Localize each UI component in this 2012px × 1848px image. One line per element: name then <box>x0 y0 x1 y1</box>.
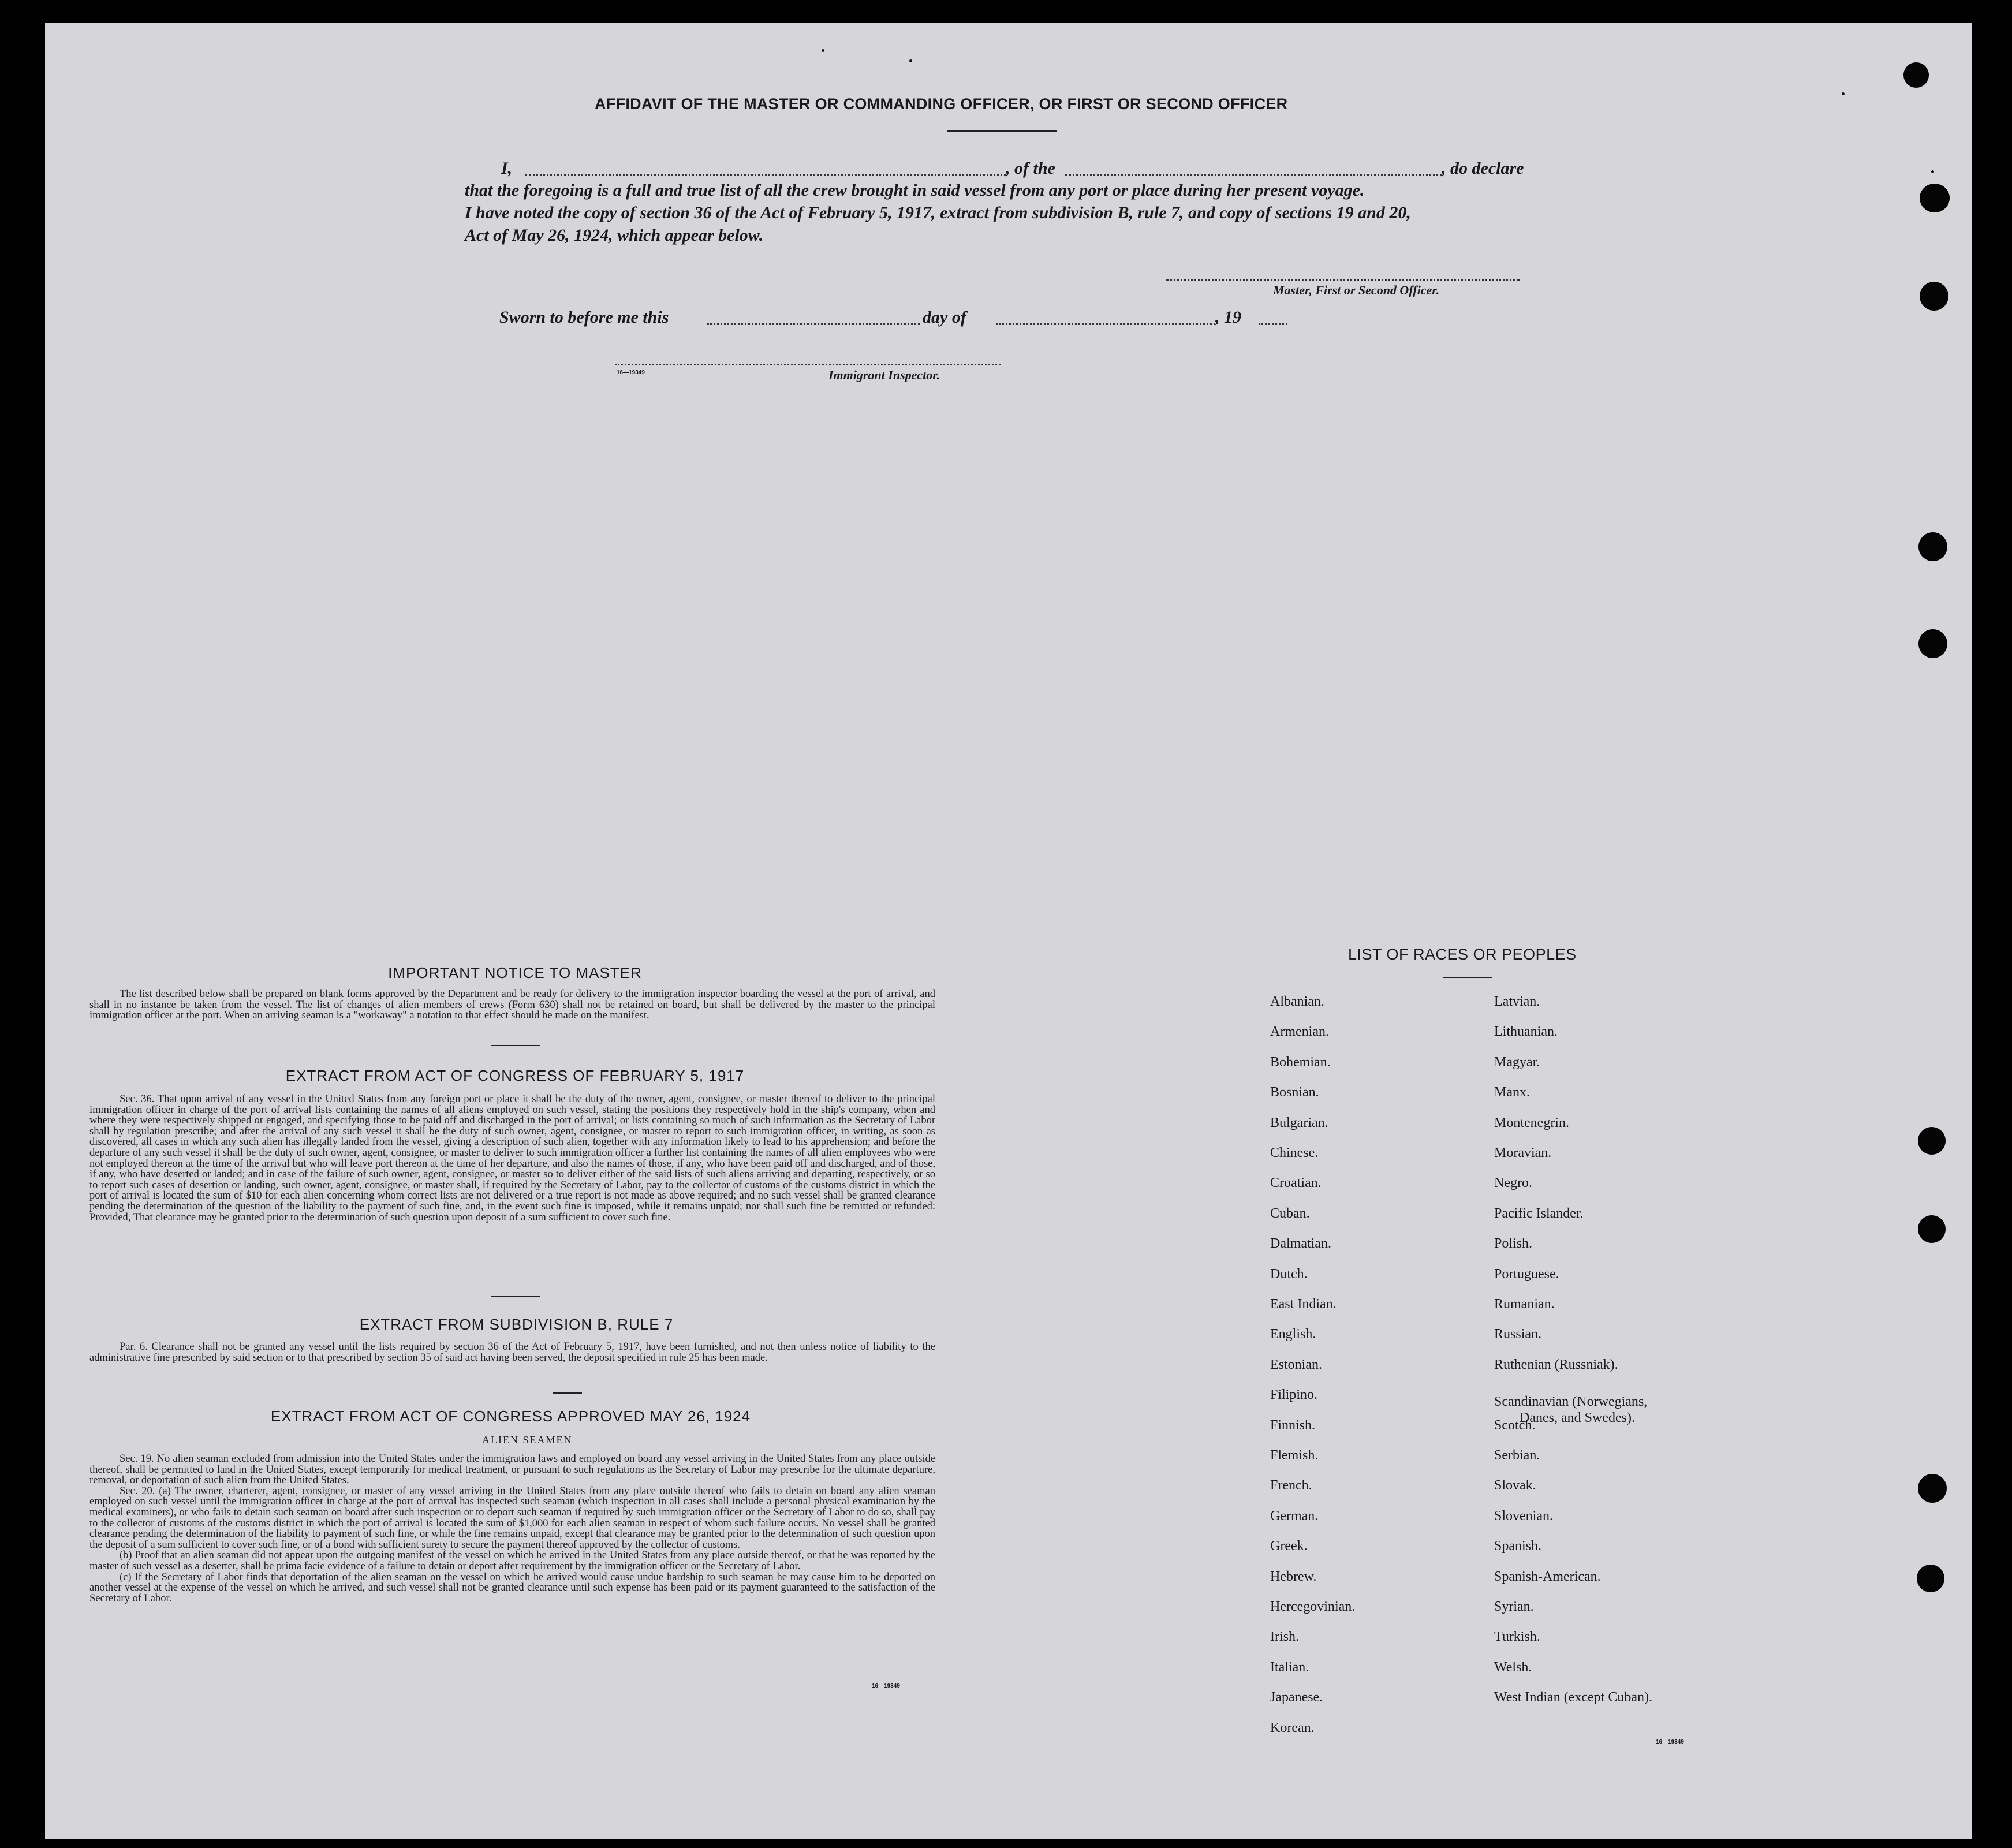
race-item: Spanish-American. <box>1494 1569 1601 1584</box>
races-title: LIST OF RACES OR PEOPLES <box>1348 946 1577 963</box>
title-underline <box>947 130 1057 132</box>
race-item: Magyar. <box>1494 1054 1540 1070</box>
punch-hole <box>1903 62 1929 88</box>
speck <box>1931 170 1934 173</box>
sworn-year-field[interactable] <box>1259 323 1287 325</box>
race-item: Ruthenian (Russniak). <box>1494 1357 1618 1372</box>
affidavit-line-2: that the foregoing is a full and true list of all the crew brought in said vessel from any port or place during her present voyage. <box>465 181 1365 200</box>
race-item: Flemish. <box>1270 1448 1319 1463</box>
race-item: Serbian. <box>1494 1448 1540 1463</box>
sec-19-text: Sec. 19. No alien seaman excluded from admission into the United States under the immigration laws and employed on board any vessel arriving in the United States from any place outside thereof, shall be permitted to land in the United States, except temporarily for medical treatment, or pursuant to such regulations as the Secretary of Labor may prescribe for the ultimate departure, removal, or deportation of such alien from the United States. <box>89 1453 935 1487</box>
extract-1917-paragraph <box>89 1094 935 1223</box>
extract-1924-title: EXTRACT FROM ACT OF CONGRESS APPROVED MAY 26, 1924 <box>270 1408 751 1425</box>
divider <box>491 1296 540 1297</box>
affidavit-do-declare: , do declare <box>1442 159 1524 178</box>
race-item: Negro. <box>1494 1175 1532 1191</box>
race-item: Bohemian. <box>1270 1054 1331 1070</box>
rule-7-text: Par. 6. Clearance shall not be granted any vessel until the lists required by section 36 of the Act of February 5, 1917, have been furnished, and not then unless notice of liability to the administrative fine prescribed by said section or to that prescribed by section 35 of said act having been served, the deposit specified in rule 25 has been made. <box>89 1341 935 1364</box>
inspector-signature-field[interactable] <box>615 364 1001 365</box>
race-item: Welsh. <box>1494 1659 1532 1675</box>
race-item: Hebrew. <box>1270 1569 1317 1584</box>
divider <box>491 1045 540 1046</box>
race-item: Montenegrin. <box>1494 1115 1569 1130</box>
races-form-number: 16—19349 <box>1656 1739 1684 1745</box>
race-item: Spanish. <box>1494 1539 1542 1554</box>
race-item: Scotch. <box>1494 1417 1536 1433</box>
master-signature-label: Master, First or Second Officer. <box>1273 283 1440 297</box>
race-item: Albanian. <box>1270 994 1324 1009</box>
punch-hole <box>1920 184 1950 212</box>
race-item: Danes, and Swedes). <box>1520 1410 1635 1426</box>
race-item: Turkish. <box>1494 1629 1540 1645</box>
divider <box>553 1392 582 1394</box>
race-item: Russian. <box>1494 1327 1542 1342</box>
extract-1924-paragraph <box>89 1454 935 1604</box>
master-signature-field[interactable] <box>1166 279 1520 281</box>
extract-form-number: 16—19349 <box>872 1683 900 1689</box>
rule-7-title: EXTRACT FROM SUBDIVISION B, RULE 7 <box>359 1316 674 1333</box>
race-item: Rumanian. <box>1494 1297 1555 1312</box>
race-item: Finnish. <box>1270 1417 1316 1433</box>
sworn-year-prefix: , 19 <box>1215 308 1241 327</box>
race-item: Dalmatian. <box>1270 1236 1331 1252</box>
rule-7-paragraph <box>89 1342 935 1363</box>
race-item: Korean. <box>1270 1720 1315 1735</box>
affidavit-declarant-prefix: I, <box>501 159 513 178</box>
race-item: Moravian. <box>1494 1145 1552 1160</box>
race-item: Lithuanian. <box>1494 1024 1558 1040</box>
extract-1917-title: EXTRACT FROM ACT OF CONGRESS OF FEBRUARY 5, 1917 <box>285 1067 745 1084</box>
race-item: Polish. <box>1494 1236 1533 1252</box>
race-item: East Indian. <box>1270 1297 1337 1312</box>
affidavit-title: AFFIDAVIT OF THE MASTER OR COMMANDING OFFICER, OR FIRST OR SECOND OFFICER <box>595 95 1288 113</box>
race-item: Latvian. <box>1494 994 1540 1009</box>
race-item: Italian. <box>1270 1659 1309 1675</box>
affidavit-line-4: Act of May 26, 1924, which appear below. <box>465 226 764 245</box>
declarant-name-field[interactable] <box>525 174 1006 176</box>
alien-seamen-subtitle: ALIEN SEAMEN <box>482 1434 573 1446</box>
race-item: Bosnian. <box>1270 1085 1319 1100</box>
race-item: Irish. <box>1270 1629 1299 1645</box>
sworn-day-of: day of <box>923 308 966 327</box>
race-item: Japanese. <box>1270 1690 1323 1705</box>
speck <box>909 59 912 62</box>
race-item: Hercegovinian. <box>1270 1599 1356 1614</box>
sworn-prefix: Sworn to before me this <box>499 308 669 327</box>
notice-paragraph <box>89 989 935 1021</box>
punch-hole <box>1918 629 1947 658</box>
divider <box>1443 977 1492 978</box>
sec-20a-text: Sec. 20. (a) The owner, charterer, agent, consignee, or master of any vessel arriving in the United States from any place outside thereof who fails to detain on board any alien seaman employed on such vessel until the immigration officer in charge at the port of arrival has inspected such seaman (which inspection in all cases shall include a personal physical examination by the medical examiners), or who fails to detain such seaman on board after such inspection or to deport such seaman if required by such immigration officer or the Secretary of Labor to do so, shall pay to the collector of customs of the customs district in which the port of arrival is located the sum of $1,000 for each alien seaman in respect of whom such failure occurs. No vessel shall be granted clearance pending the determination of the liability to payment of such fine, or while the fine remains unpaid, except that clearance may be granted prior to the determination of such question upon the deposit of a sum sufficient to cover such fine, or of a bond with sufficient surety to secure the payment thereof approved by the collector of customs. <box>89 1485 935 1551</box>
race-item: French. <box>1270 1478 1312 1494</box>
race-item: Syrian. <box>1494 1599 1534 1614</box>
vessel-name-field[interactable] <box>1065 174 1442 176</box>
race-item: Slovenian. <box>1494 1508 1553 1524</box>
race-item: Armenian. <box>1270 1024 1329 1040</box>
sworn-day-field[interactable] <box>707 323 920 325</box>
inspector-label: Immigrant Inspector. <box>828 368 940 382</box>
race-item: Croatian. <box>1270 1175 1322 1191</box>
race-item: German. <box>1270 1508 1319 1524</box>
race-item: Scandinavian (Norwegians, <box>1494 1394 1648 1410</box>
race-item: Cuban. <box>1270 1205 1310 1221</box>
race-item: Dutch. <box>1270 1266 1308 1282</box>
race-item: English. <box>1270 1327 1316 1342</box>
affidavit-of-the: , of the <box>1006 159 1055 178</box>
affidavit-form-number: 16—19349 <box>617 369 645 376</box>
punch-hole <box>1918 1215 1946 1243</box>
notice-text: The list described below shall be prepared on blank forms approved by the Department and be ready for delivery to the immigration inspector boarding the vessel at the port of arrival, and shall in no instance be taken from the vessel. The list of changes of alien members of crews (Form 630) shall not be retained on board, but shall be delivered by the master to the principal immigration officer at the port. When an arriving seaman is a "workaway" a notation to that effect should be made on the manifest. <box>89 988 935 1022</box>
punch-hole <box>1918 1127 1946 1155</box>
punch-hole <box>1920 282 1948 311</box>
sec-20b-text: (b) Proof that an alien seaman did not appear upon the outgoing manifest of the vessel on which he arrived in the United States from any place outside thereof, or that he was reported by the master of such vessel as a deserter, shall be prima facie evidence of a failure to detain or deport after requirement by the immigration officer or the Secretary of Labor. <box>89 1550 935 1572</box>
extract-1917-text: Sec. 36. That upon arrival of any vessel in the United States from any foreign port or place it shall be the duty of the owner, agent, consignee, or master thereof to deliver to the principal immigration officer in charge of the port of arrival lists containing the names of all aliens employed on such vessel, stating the positions they respectively hold in the ship's company, when and where they were respectively shipped or engaged, and specifying those to be paid off and discharged in the port of arrival; or lists containing so much of such information as the Secretary of Labor shall by regulation prescribe; and after the arrival of any such vessel it shall be the duty of such owner, agent, consignee, or master to report to such immigration officer, in writing, as soon as discovered, all cases in which any such alien has illegally landed from the vessel, giving a description of such alien, together with any information likely to lead to his apprehension; and before the departure of any such vessel it shall be the duty of such owner, agent, consignee, or master to deliver to such immigration officer a further list containing the names of all alien employees who were not employed thereon at the time of the arrival but who will leave port thereon at the time of her departure, and also the names of those, if any, who have been paid off and discharged, and of those, if any, who have deserted or landed; and in case of the failure of such owner, agent, consignee, or master so to deliver either of the said lists of such aliens arriving and departing, respectively, or so to report such cases of desertion or landing, such owner, agent, consignee, or master shall, if required by the Secretary of Labor, pay to the collector of customs of the customs district in which the port of arrival is located the sum of $10 for each alien concerning whom correct lists are not delivered or a true report is not made as above required; and no such vessel shall be granted clearance pending the determination of the question of the liability to the payment of such fine, and, in the event such fine is imposed, while it remains unpaid; nor shall such fine be remitted or refunded: Provided, That clearance may be granted prior to the determination of such question upon deposit of a sum sufficient to cover such fine. <box>89 1093 935 1223</box>
race-item: West Indian (except Cuban). <box>1494 1690 1652 1705</box>
race-item: Greek. <box>1270 1539 1308 1554</box>
race-item: Slovak. <box>1494 1478 1536 1494</box>
punch-hole <box>1917 1565 1944 1592</box>
speck <box>1842 92 1845 95</box>
race-item: Filipino. <box>1270 1387 1318 1403</box>
affidavit-line-3: I have noted the copy of section 36 of the Act of February 5, 1917, extract from subdivision B, rule 7, and copy of sections 19 and 20, <box>465 203 1411 222</box>
race-item: Pacific Islander. <box>1494 1205 1584 1221</box>
punch-hole <box>1918 1474 1947 1503</box>
sworn-month-field[interactable] <box>996 323 1215 325</box>
speck <box>822 49 824 52</box>
race-item: Estonian. <box>1270 1357 1322 1372</box>
sec-20c-text: (c) If the Secretary of Labor finds that deportation of the alien seaman on the vessel on which he arrived would cause undue hardship to such seaman he may cause him to be deported on another vessel at the expense of the vessel on which he arrived, and such vessel shall not be granted clearance until such expense has been paid or its payment guaranteed to the satisfaction of the Secretary of Labor. <box>89 1571 935 1604</box>
race-item: Manx. <box>1494 1085 1530 1100</box>
race-item: Bulgarian. <box>1270 1115 1328 1130</box>
race-item: Portuguese. <box>1494 1266 1559 1282</box>
notice-title: IMPORTANT NOTICE TO MASTER <box>388 964 642 981</box>
race-item: Chinese. <box>1270 1145 1319 1160</box>
punch-hole <box>1918 532 1947 561</box>
